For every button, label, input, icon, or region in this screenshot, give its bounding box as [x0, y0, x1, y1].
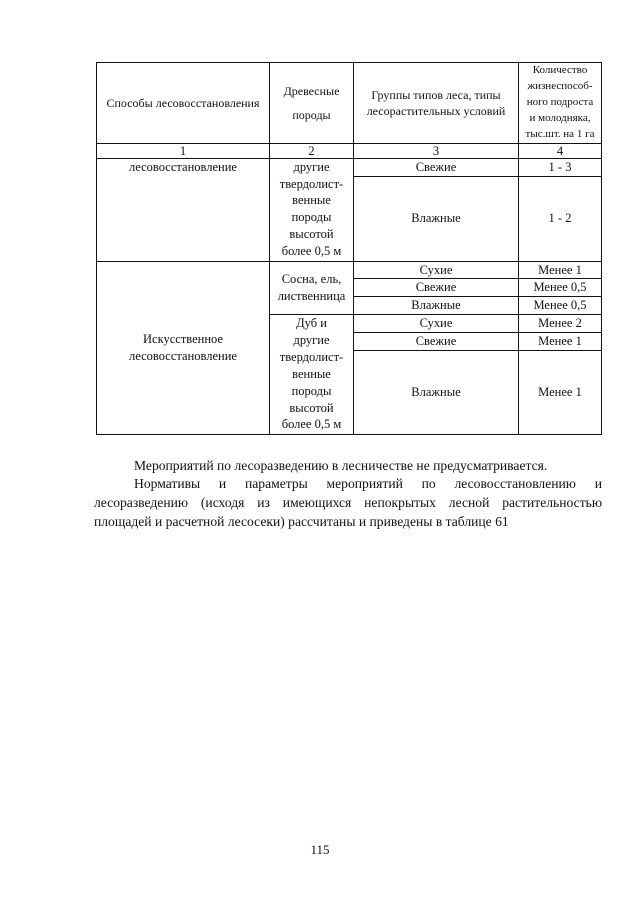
table-row: [97, 261, 602, 279]
table-row: [97, 158, 602, 176]
species-cell: [270, 261, 354, 315]
species-cell: [270, 315, 354, 435]
species-line: венные: [292, 193, 331, 208]
header-species-line: породы: [292, 107, 331, 122]
species-line: венные: [292, 366, 331, 381]
species-line: высотой: [289, 227, 334, 242]
condition-cell: Сухие: [354, 315, 519, 333]
column-number: 4: [519, 143, 602, 158]
species-line: Сосна, ель,: [281, 272, 342, 286]
reforestation-table: [96, 62, 602, 435]
species-line: твердолист-: [279, 176, 344, 191]
condition-cell: Влажные: [354, 176, 519, 261]
column-number: 2: [270, 143, 354, 158]
header-species: [270, 63, 354, 144]
header-forest-groups: [354, 63, 519, 144]
method-cell: лесовосстановление: [97, 158, 270, 261]
species-line: более 0,5 м: [281, 417, 342, 432]
quantity-cell: Менее 2: [519, 315, 602, 333]
quantity-cell: Менее 0,5: [519, 279, 602, 297]
header-quantity-line: ного подроста: [526, 95, 594, 108]
species-line: породы: [291, 383, 332, 398]
quantity-cell: Менее 0,5: [519, 297, 602, 315]
condition-cell: Сухие: [354, 261, 519, 279]
header-groups-line: лесорастительных условий: [366, 103, 506, 118]
quantity-cell: 1 - 3: [519, 158, 602, 176]
method-cell: [97, 261, 270, 434]
species-line: Дуб и: [296, 316, 327, 331]
species-line: лиственница: [277, 288, 346, 303]
header-quantity-line: жизнеспособ-: [527, 79, 593, 92]
species-line: высотой: [289, 400, 334, 415]
header-methods: Способы лесовосстановления: [97, 63, 270, 144]
method-line: Искусственное: [143, 331, 223, 346]
species-line: твердолист-: [279, 349, 344, 364]
header-quantity-line: тыс.шт. на 1 га: [525, 127, 595, 140]
quantity-cell: Менее 1: [519, 261, 602, 279]
condition-cell: Свежие: [354, 279, 519, 297]
species-line: другие: [293, 333, 330, 348]
header-groups-line: Группы типов леса, типы: [371, 87, 501, 102]
species-line: более 0,5 м: [281, 244, 342, 259]
method-line: лесовосстановление: [129, 348, 237, 363]
column-number: 3: [354, 143, 519, 158]
species-line: другие: [293, 159, 330, 174]
species-cell: [270, 158, 354, 261]
header-species-line: Древесные: [283, 83, 340, 98]
condition-cell: Влажные: [354, 350, 519, 434]
table-header-row: [97, 63, 602, 144]
column-number-row: [97, 143, 602, 158]
condition-cell: Свежие: [354, 333, 519, 351]
condition-cell: Свежие: [354, 158, 519, 176]
quantity-cell: 1 - 2: [519, 176, 602, 261]
condition-cell: Влажные: [354, 297, 519, 315]
paragraph-afforestation: Мероприятий по лесоразведению в лесничестве не предусматривается.: [134, 458, 548, 473]
column-number: 1: [97, 143, 270, 158]
header-quantity: [519, 63, 602, 144]
paragraph-norms: Нормативы и параметры мероприятий по лесовосстановлению и лесоразведению (исходя из имеющихся непокрытых лесной растительностью площадей и расчетной лесосеки) рассчитаны и приведены в таблице 61: [94, 476, 602, 529]
species-line: породы: [291, 210, 332, 225]
quantity-cell: Менее 1: [519, 350, 602, 434]
quantity-cell: Менее 1: [519, 333, 602, 351]
header-quantity-line: Количество: [532, 64, 588, 76]
header-quantity-line: и молодняка,: [529, 111, 591, 124]
page-number: 115: [310, 842, 330, 857]
